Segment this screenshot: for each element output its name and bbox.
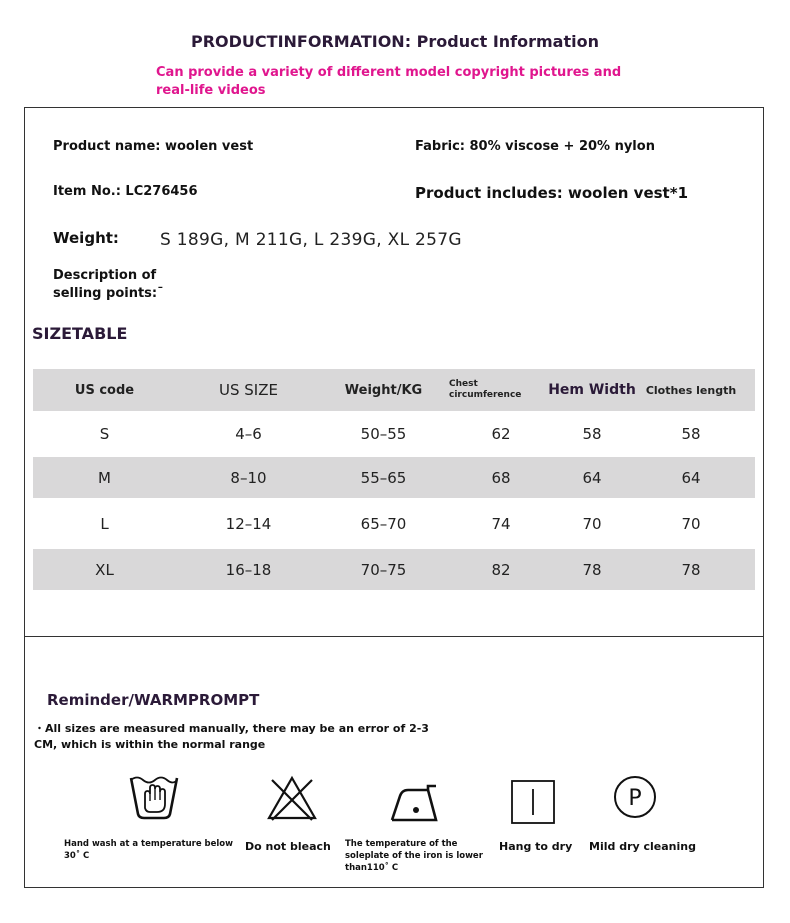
cell-chest: 62: [491, 425, 511, 443]
cell-hem-width: 64: [582, 468, 602, 487]
section-divider: [24, 636, 764, 637]
dry-clean-caption: Mild dry cleaning: [589, 840, 696, 853]
header-chest: Chest circumference: [449, 379, 522, 400]
cell-us-size: 8–10: [230, 468, 267, 487]
cell-us-code: XL: [95, 560, 114, 579]
header-hem-width: Hem Width: [548, 382, 636, 398]
hand-wash-caption: Hand wash at a temperature below 30˚ C: [64, 839, 234, 861]
header-weight: Weight/KG: [344, 382, 423, 398]
measurement-note: ・All sizes are measured manually, there may be an error of 2-3 CM, which is within the normal range: [34, 722, 429, 751]
cell-chest: 68: [491, 468, 511, 487]
header-us-size: US SIZE: [219, 381, 278, 399]
cell-weight: 70–75: [360, 560, 407, 579]
size-table-title: SIZETABLE: [32, 324, 128, 343]
model-pictures-note: Can provide a variety of different model copyright pictures and real-life videos: [156, 65, 622, 98]
table-row: [33, 457, 755, 498]
reminder-title: Reminder/WARMPROMPT: [47, 691, 260, 709]
product-includes: Product includes: woolen vest*1: [415, 184, 689, 202]
hand-wash-icon: [128, 774, 180, 822]
cell-clothes-length: 70: [681, 514, 701, 533]
table-row: [33, 549, 755, 590]
cell-us-size: 12–14: [225, 514, 272, 533]
cell-us-code: L: [100, 514, 109, 533]
cell-weight: 65–70: [360, 514, 407, 533]
iron-icon: [388, 780, 442, 826]
hang-dry-caption: Hang to dry: [499, 840, 573, 853]
svg-text:P: P: [628, 786, 642, 811]
iron-caption: The temperature of the soleplate of the iron is lower than110˚ C: [345, 839, 483, 873]
cell-clothes-length: 64: [681, 468, 701, 487]
weight-label: Weight:: [53, 229, 119, 247]
cell-hem-width: 70: [582, 514, 602, 533]
table-row: [33, 498, 755, 549]
product-name: Product name: woolen vest: [53, 139, 254, 154]
cell-clothes-length: 78: [681, 560, 701, 579]
cell-us-code: S: [99, 425, 110, 443]
cell-us-size: 4–6: [235, 425, 262, 443]
table-row: [33, 411, 755, 457]
cell-weight: 55–65: [360, 468, 407, 487]
table-header-row: [33, 369, 755, 411]
fabric: Fabric: 80% viscose + 20% nylon: [415, 139, 655, 154]
page-title: PRODUCTINFORMATION: Product Information: [191, 32, 599, 51]
hang-dry-icon: [510, 779, 556, 825]
cell-hem-width: 78: [582, 560, 602, 579]
size-table: [33, 369, 755, 590]
header-clothes-length: Clothes length: [645, 383, 737, 397]
selling-points-label: Description of selling points:¯: [53, 268, 164, 301]
cell-chest: 74: [491, 514, 511, 533]
cell-us-code: M: [98, 468, 111, 487]
header-us-code: US code: [74, 382, 135, 398]
cell-hem-width: 58: [582, 425, 602, 443]
no-bleach-icon: [266, 774, 318, 822]
cell-us-size: 16–18: [225, 560, 272, 579]
item-number: Item No.: LC276456: [53, 184, 198, 199]
weight-value: S 189G, M 211G, L 239G, XL 257G: [160, 230, 462, 250]
cell-chest: 82: [491, 560, 511, 579]
no-bleach-caption: Do not bleach: [245, 840, 331, 853]
cell-weight: 50–55: [360, 425, 407, 443]
dry-clean-icon: [612, 774, 658, 820]
cell-clothes-length: 58: [681, 425, 701, 443]
